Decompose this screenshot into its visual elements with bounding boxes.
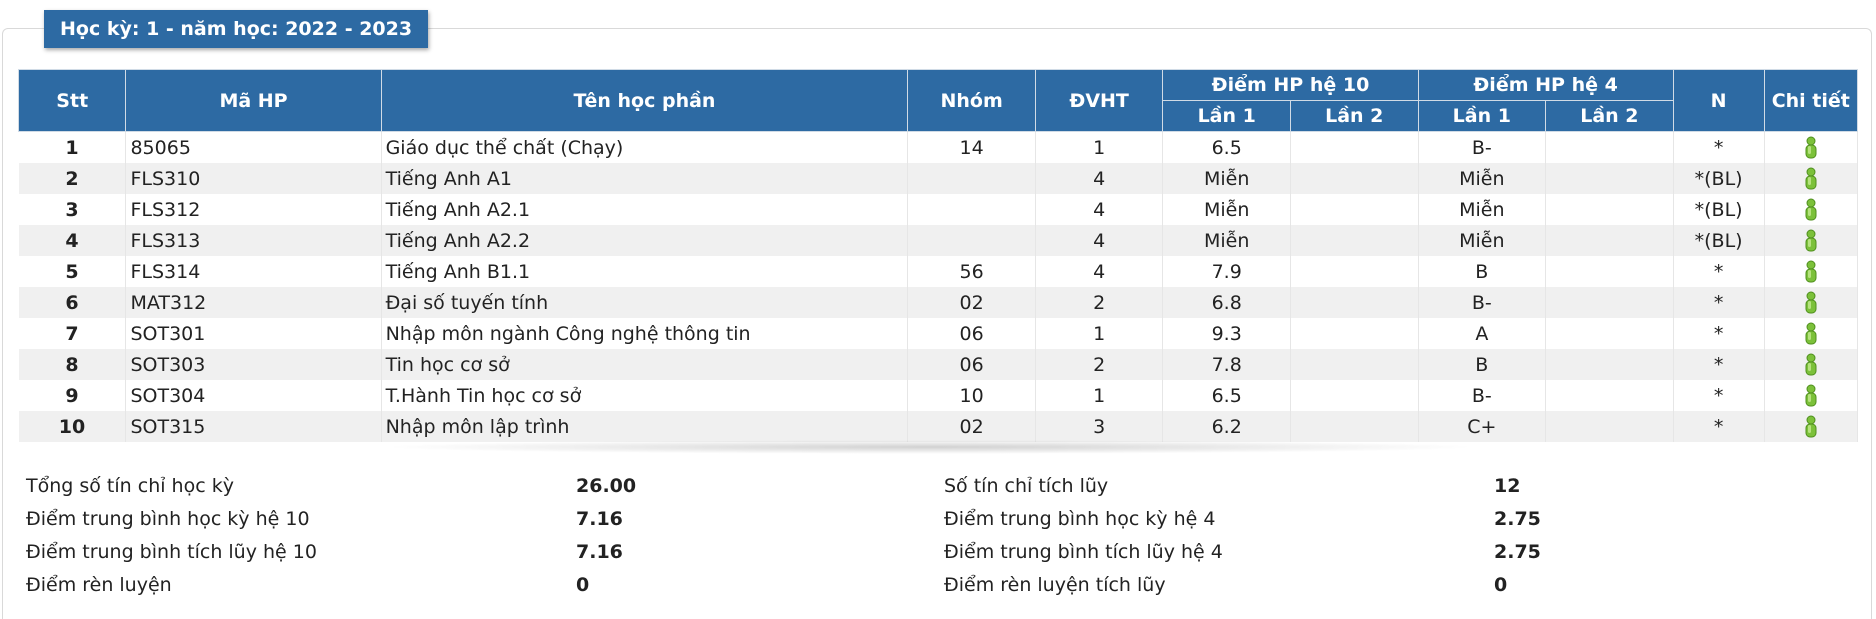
summary-value: 2.75 <box>1494 541 1541 563</box>
row-stt: 1 <box>19 132 126 164</box>
person-detail-icon[interactable] <box>1804 229 1818 253</box>
row-dvht: 4 <box>1035 163 1163 194</box>
summary-value: 7.16 <box>576 541 623 563</box>
table-row <box>19 225 1858 256</box>
col-header-he10-lan1: Lần 1 <box>1163 101 1291 132</box>
row-diem4-lan1: C+ <box>1418 411 1546 442</box>
row-diem4-lan2 <box>1546 411 1674 442</box>
row-stt: 10 <box>19 411 126 442</box>
row-dvht: 1 <box>1035 132 1163 164</box>
row-n: *(BL) <box>1673 225 1764 256</box>
table-row <box>19 287 1858 318</box>
summary-row <box>944 503 1744 536</box>
row-ma-hp: SOT304 <box>126 380 381 411</box>
row-ten-hp: Tiếng Anh A2.1 <box>381 194 908 225</box>
row-ma-hp: FLS313 <box>126 225 381 256</box>
summary-row <box>26 503 826 536</box>
col-header-stt: Stt <box>19 70 126 132</box>
row-ma-hp: SOT301 <box>126 318 381 349</box>
row-ten-hp: Tin học cơ sở <box>381 349 908 380</box>
person-detail-icon[interactable] <box>1804 260 1818 284</box>
row-dvht: 1 <box>1035 380 1163 411</box>
row-n: * <box>1673 318 1764 349</box>
row-dvht: 4 <box>1035 256 1163 287</box>
row-diem10-lan2 <box>1290 163 1418 194</box>
row-diem10-lan1: 6.8 <box>1163 287 1291 318</box>
row-diem10-lan1: Miễn <box>1163 194 1291 225</box>
summary-left <box>26 470 826 602</box>
row-diem4-lan2 <box>1546 132 1674 164</box>
row-n: * <box>1673 380 1764 411</box>
person-detail-icon[interactable] <box>1804 167 1818 191</box>
semester-title: Học kỳ: 1 - năm học: 2022 - 2023 <box>44 10 428 48</box>
row-ma-hp: SOT303 <box>126 349 381 380</box>
row-diem4-lan2 <box>1546 163 1674 194</box>
summary-row <box>26 569 826 602</box>
person-detail-icon[interactable] <box>1804 353 1818 377</box>
person-detail-icon[interactable] <box>1804 198 1818 222</box>
summary-row <box>944 470 1744 503</box>
row-diem4-lan2 <box>1546 380 1674 411</box>
row-diem10-lan2 <box>1290 194 1418 225</box>
row-ten-hp: Tiếng Anh B1.1 <box>381 256 908 287</box>
row-diem10-lan1: 7.9 <box>1163 256 1291 287</box>
table-row <box>19 349 1858 380</box>
table-row <box>19 318 1858 349</box>
person-detail-icon[interactable] <box>1804 291 1818 315</box>
row-stt: 4 <box>19 225 126 256</box>
row-ma-hp: MAT312 <box>126 287 381 318</box>
row-n: * <box>1673 132 1764 164</box>
row-chi-tiet[interactable] <box>1764 163 1857 194</box>
row-ma-hp: 85065 <box>126 132 381 164</box>
row-dvht: 4 <box>1035 194 1163 225</box>
row-nhom: 02 <box>908 287 1036 318</box>
row-diem10-lan1: 6.5 <box>1163 380 1291 411</box>
row-diem4-lan1: B <box>1418 349 1546 380</box>
col-header-diem-he-4: Điểm HP hệ 4 <box>1418 70 1673 101</box>
summary-right <box>944 470 1744 602</box>
row-n: *(BL) <box>1673 194 1764 225</box>
row-diem10-lan1: Miễn <box>1163 163 1291 194</box>
summary-value: 12 <box>1494 475 1521 497</box>
row-diem10-lan1: Miễn <box>1163 225 1291 256</box>
summary-label: Điểm rèn luyện tích lũy <box>944 574 1166 596</box>
row-nhom: 14 <box>908 132 1036 164</box>
col-header-nhom: Nhóm <box>908 70 1036 132</box>
table-row <box>19 256 1858 287</box>
row-stt: 7 <box>19 318 126 349</box>
summary-label: Điểm trung bình tích lũy hệ 10 <box>26 541 317 563</box>
row-diem4-lan2 <box>1546 287 1674 318</box>
summary-row <box>944 569 1744 602</box>
row-n: * <box>1673 256 1764 287</box>
summary-label: Số tín chỉ tích lũy <box>944 475 1109 497</box>
row-n: * <box>1673 287 1764 318</box>
row-dvht: 2 <box>1035 287 1163 318</box>
row-stt: 8 <box>19 349 126 380</box>
row-diem4-lan1: B <box>1418 256 1546 287</box>
summary-label: Điểm trung bình học kỳ hệ 10 <box>26 508 310 530</box>
row-stt: 3 <box>19 194 126 225</box>
person-detail-icon[interactable] <box>1804 384 1818 408</box>
row-diem10-lan2 <box>1290 380 1418 411</box>
row-diem4-lan1: Miễn <box>1418 225 1546 256</box>
col-header-he10-lan2: Lần 2 <box>1290 101 1418 132</box>
row-ten-hp: Tiếng Anh A1 <box>381 163 908 194</box>
row-diem10-lan2 <box>1290 256 1418 287</box>
row-chi-tiet[interactable] <box>1764 287 1857 318</box>
row-diem4-lan2 <box>1546 225 1674 256</box>
row-n: *(BL) <box>1673 163 1764 194</box>
row-nhom: 56 <box>908 256 1036 287</box>
table-row <box>19 132 1858 164</box>
row-ma-hp: FLS312 <box>126 194 381 225</box>
summary-label: Điểm trung bình học kỳ hệ 4 <box>944 508 1216 530</box>
row-dvht: 2 <box>1035 349 1163 380</box>
row-nhom <box>908 225 1036 256</box>
row-nhom: 06 <box>908 318 1036 349</box>
row-diem10-lan1: 6.5 <box>1163 132 1291 164</box>
col-header-dvht: ĐVHT <box>1035 70 1163 132</box>
row-diem4-lan2 <box>1546 349 1674 380</box>
row-ten-hp: Giáo dục thể chất (Chạy) <box>381 132 908 164</box>
row-ma-hp: SOT315 <box>126 411 381 442</box>
row-n: * <box>1673 411 1764 442</box>
summary-label: Điểm rèn luyện <box>26 574 172 596</box>
row-diem4-lan1: Miễn <box>1418 163 1546 194</box>
table-row <box>19 380 1858 411</box>
row-diem10-lan2 <box>1290 132 1418 164</box>
row-chi-tiet[interactable] <box>1764 318 1857 349</box>
col-header-he4-lan2: Lần 2 <box>1546 101 1674 132</box>
col-header-chi-tiet: Chi tiết <box>1764 70 1857 132</box>
table-row <box>19 163 1858 194</box>
row-chi-tiet[interactable] <box>1764 225 1857 256</box>
col-header-he4-lan1: Lần 1 <box>1418 101 1546 132</box>
row-diem10-lan2 <box>1290 318 1418 349</box>
row-diem10-lan2 <box>1290 349 1418 380</box>
row-diem4-lan1: A <box>1418 318 1546 349</box>
summary-value: 0 <box>576 574 590 596</box>
row-n: * <box>1673 349 1764 380</box>
row-dvht: 1 <box>1035 318 1163 349</box>
row-ten-hp: Nhập môn lập trình <box>381 411 908 442</box>
row-chi-tiet[interactable] <box>1764 380 1857 411</box>
table-row <box>19 194 1858 225</box>
row-nhom <box>908 163 1036 194</box>
person-detail-icon[interactable] <box>1804 415 1818 439</box>
summary-row <box>26 470 826 503</box>
col-header-diem-he-10: Điểm HP hệ 10 <box>1163 70 1418 101</box>
row-diem10-lan2 <box>1290 411 1418 442</box>
table-shadow <box>380 440 1480 454</box>
row-diem10-lan1: 9.3 <box>1163 318 1291 349</box>
row-nhom <box>908 194 1036 225</box>
row-ten-hp: Tiếng Anh A2.2 <box>381 225 908 256</box>
row-diem4-lan1: Miễn <box>1418 194 1546 225</box>
summary-value: 0 <box>1494 574 1508 596</box>
row-chi-tiet[interactable] <box>1764 411 1857 442</box>
col-header-ma-hp: Mã HP <box>126 70 381 132</box>
row-diem10-lan2 <box>1290 287 1418 318</box>
row-diem4-lan2 <box>1546 194 1674 225</box>
row-diem4-lan2 <box>1546 318 1674 349</box>
summary-value: 26.00 <box>576 475 637 497</box>
row-diem10-lan1: 6.2 <box>1163 411 1291 442</box>
row-diem10-lan2 <box>1290 225 1418 256</box>
row-chi-tiet[interactable] <box>1764 132 1857 164</box>
row-chi-tiet[interactable] <box>1764 194 1857 225</box>
row-diem4-lan1: B- <box>1418 287 1546 318</box>
row-chi-tiet[interactable] <box>1764 349 1857 380</box>
row-ten-hp: T.Hành Tin học cơ sở <box>381 380 908 411</box>
row-chi-tiet[interactable] <box>1764 256 1857 287</box>
summary-value: 2.75 <box>1494 508 1541 530</box>
row-diem10-lan1: 7.8 <box>1163 349 1291 380</box>
summary-value: 7.16 <box>576 508 623 530</box>
col-header-n: N <box>1673 70 1764 132</box>
person-detail-icon[interactable] <box>1804 136 1818 160</box>
row-stt: 2 <box>19 163 126 194</box>
row-dvht: 4 <box>1035 225 1163 256</box>
row-ten-hp: Đại số tuyến tính <box>381 287 908 318</box>
row-diem4-lan1: B- <box>1418 132 1546 164</box>
summary-label: Điểm trung bình tích lũy hệ 4 <box>944 541 1223 563</box>
row-stt: 5 <box>19 256 126 287</box>
summary-row <box>26 536 826 569</box>
row-stt: 9 <box>19 380 126 411</box>
row-ma-hp: FLS310 <box>126 163 381 194</box>
grades-table <box>18 69 1858 442</box>
summary-label: Tổng số tín chỉ học kỳ <box>26 475 234 497</box>
row-diem4-lan1: B- <box>1418 380 1546 411</box>
row-ten-hp: Nhập môn ngành Công nghệ thông tin <box>381 318 908 349</box>
person-detail-icon[interactable] <box>1804 322 1818 346</box>
row-ma-hp: FLS314 <box>126 256 381 287</box>
summary-row <box>944 536 1744 569</box>
row-nhom: 06 <box>908 349 1036 380</box>
row-stt: 6 <box>19 287 126 318</box>
row-nhom: 10 <box>908 380 1036 411</box>
row-diem4-lan2 <box>1546 256 1674 287</box>
row-nhom: 02 <box>908 411 1036 442</box>
table-row <box>19 411 1858 442</box>
col-header-ten-hp: Tên học phần <box>381 70 908 132</box>
row-dvht: 3 <box>1035 411 1163 442</box>
